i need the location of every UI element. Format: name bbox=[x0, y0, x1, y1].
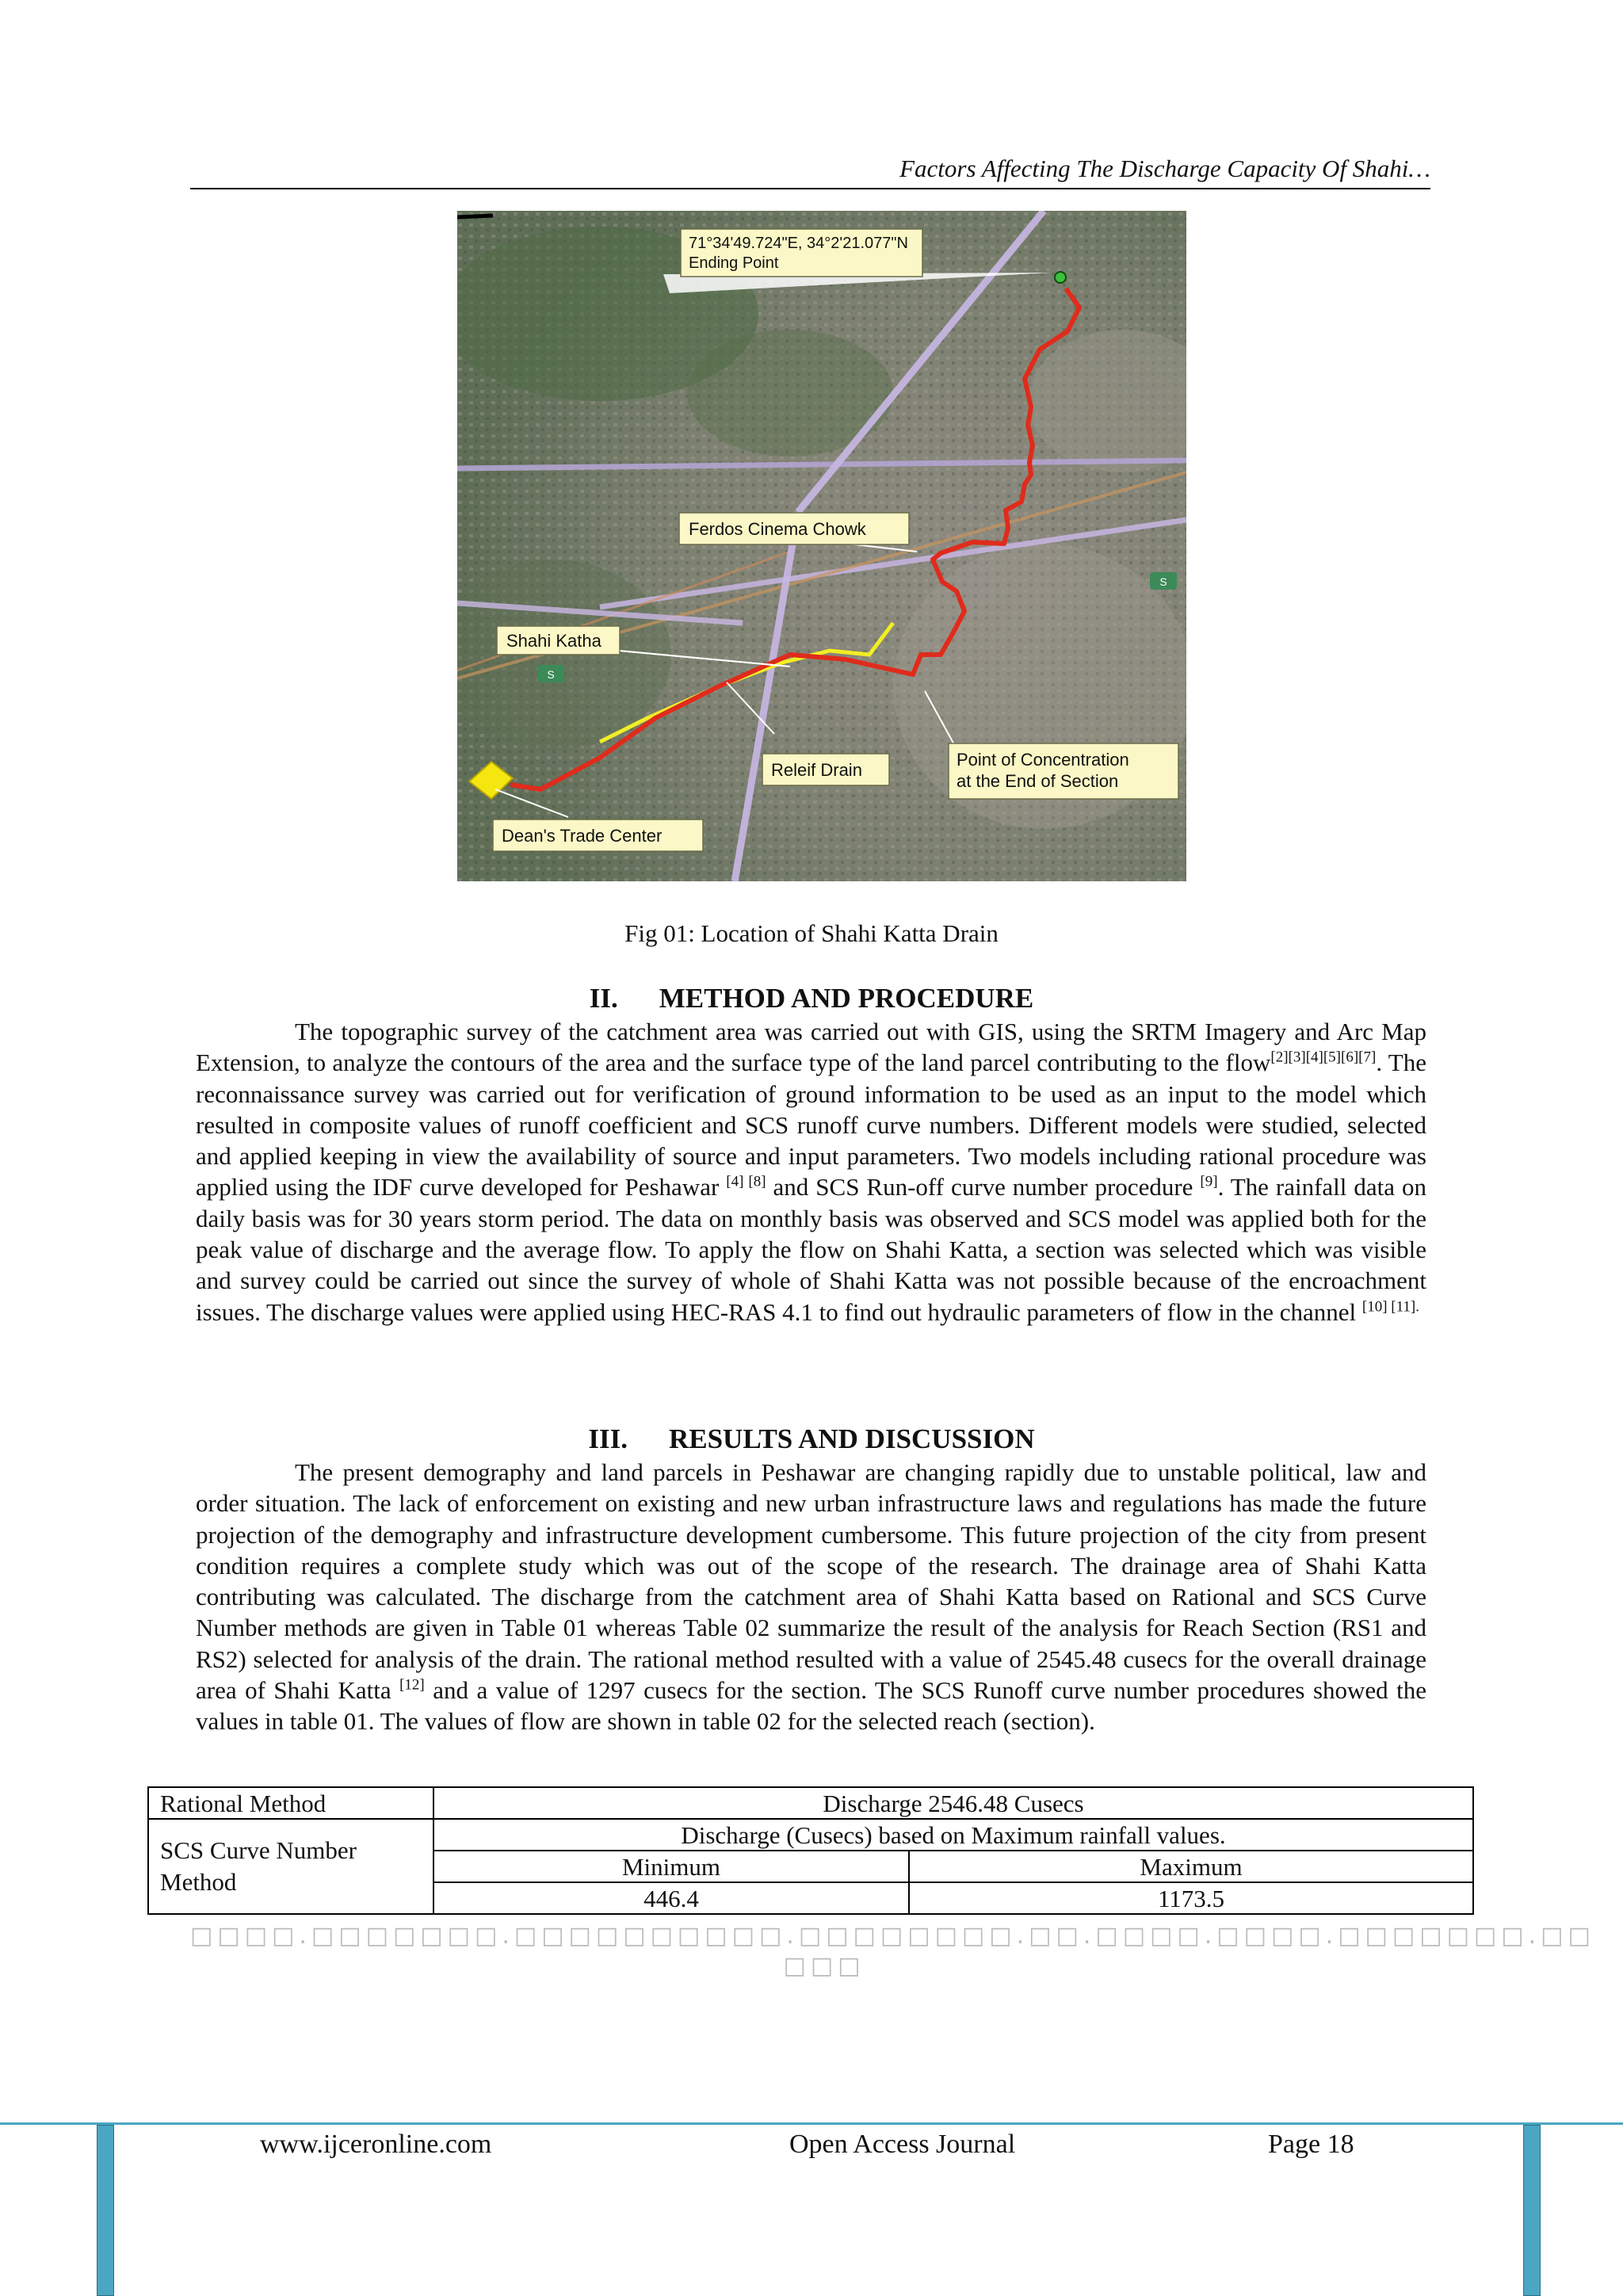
table-header-cell: Maximum bbox=[909, 1851, 1473, 1882]
footer-journal: Open Access Journal bbox=[789, 2130, 1016, 2159]
table-row bbox=[148, 1787, 1473, 1819]
text-run: The topographic survey of the catchment area was carried out with GIS, using the SRTM Imagery and Arc Map Extension, to analyze the contours of the area and the surface type of the land parcel contributing to the flow bbox=[196, 1018, 1426, 1077]
table-row bbox=[148, 1819, 1473, 1851]
road-shield-1 bbox=[537, 665, 564, 682]
section-number: II. bbox=[589, 983, 618, 1014]
citation: [12] bbox=[399, 1676, 425, 1694]
running-header bbox=[190, 153, 1430, 189]
results-paragraph bbox=[196, 1457, 1426, 1737]
section-heading-results bbox=[0, 1422, 1623, 1457]
figure-caption: Fig 01: Location of Shahi Katta Drain bbox=[624, 919, 999, 947]
svg-text:S: S bbox=[1159, 575, 1167, 588]
citation: [10] [11]. bbox=[1361, 1298, 1419, 1316]
footer-bar-right bbox=[1523, 2125, 1541, 2296]
section-heading-method bbox=[0, 981, 1623, 1016]
table-cell: SCS Curve Number Method bbox=[148, 1819, 433, 1914]
table-cell: Rational Method bbox=[148, 1787, 433, 1819]
discharge-table bbox=[147, 1786, 1474, 1915]
table-cell: Discharge (Cusecs) based on Maximum rainfall values. bbox=[433, 1819, 1473, 1851]
svg-text:Ending Point: Ending Point bbox=[689, 254, 779, 272]
table-cell: 1173.5 bbox=[909, 1882, 1473, 1914]
text-run: and SCS Run-off curve number procedure bbox=[766, 1173, 1201, 1201]
footer-rule bbox=[0, 2122, 1623, 2125]
garbled-text-line: □□□ bbox=[783, 1952, 865, 1980]
citation: [4] [8] bbox=[726, 1174, 766, 1191]
callout-ending-point bbox=[681, 229, 922, 277]
citation: [2][3][4][5][6][7] bbox=[1270, 1049, 1377, 1066]
text-run: . The reconnaissance survey was carried out for verification of ground information to be used as an input to the model which resulted in composite values of runoff coefficient and SCS runoff curve numbers. Different models were studied, selected and applied keeping in view the availability of source and input parameters. Two models including rational procedure was applied using the IDF curve developed for Peshawar bbox=[196, 1049, 1426, 1201]
svg-text:Shahi Katha: Shahi Katha bbox=[506, 631, 601, 651]
table-cell: Discharge 2546.48 Cusecs bbox=[433, 1787, 1473, 1819]
callout-ferdos-cinema-chowk bbox=[679, 513, 909, 544]
text-run: The present demography and land parcels in Peshawar are changing rapidly due to unstable political, law and order situation. The lack of enforcement on existing and new urban infrastructure laws and regulations has made the future projection of the demography and infrastructure development cumbersome. This future projection of the city from present condition requires a complete study which was out of the scope of the research. The drainage area of Shahi Katta contributing was calculated. The discharge from the catchment area of Shahi Katta based on Rational and SCS Curve Number methods are given in Table 01 whereas Table 02 summarize the result of the analysis for Reach Section (RS1 and RS2) selected for analysis of the drain. The rational method resulted with a value of 2545.48 cusecs for the overall drainage area of Shahi Katta bbox=[196, 1458, 1426, 1705]
svg-text:at the End of Section: at the End of Section bbox=[957, 771, 1119, 791]
callout-releif-drain bbox=[762, 754, 889, 785]
citation: [9] bbox=[1200, 1174, 1218, 1191]
location-map-figure bbox=[457, 211, 1186, 881]
section-number: III. bbox=[588, 1423, 628, 1454]
section-title: RESULTS AND DISCUSSION bbox=[668, 1423, 1035, 1454]
footer-website-link[interactable]: www.ijceronline.com bbox=[260, 2130, 492, 2159]
callout-shahi-katha bbox=[497, 626, 620, 655]
map-image bbox=[457, 211, 1186, 881]
running-title: Factors Affecting The Discharge Capacity Of Shahi… bbox=[899, 155, 1430, 182]
svg-text:Point of Concentration: Point of Concentration bbox=[957, 750, 1129, 770]
table-header-cell: Minimum bbox=[433, 1851, 909, 1882]
garbled-text-line: □□□□.□□□□□□□.□□□□□□□□□□.□□□□□□□□.□□.□□□□.□□□□.□□□□□□□.□□ bbox=[190, 1922, 1595, 1950]
ending-point-marker bbox=[1055, 272, 1066, 283]
svg-text:Dean's Trade Center: Dean's Trade Center bbox=[502, 826, 663, 846]
section-title: METHOD AND PROCEDURE bbox=[659, 983, 1034, 1014]
road-shield-2 bbox=[1150, 572, 1177, 590]
svg-text:S: S bbox=[547, 668, 555, 681]
text-run: . The rainfall data on daily basis was for 30 years storm period. The data on monthly basis was observed and SCS model was applied both for the peak value of discharge and the average flow. To apply the flow on Shahi Katta, a section was selected which was visible and survey could be carried out since the survey of whole of Shahi Katta was not possible because of the encroachment issues. The discharge values were applied using HEC-RAS 4.1 to find out hydraulic parameters of flow in the channel bbox=[196, 1173, 1427, 1326]
footer-page-number: Page 18 bbox=[1268, 2130, 1354, 2159]
callout-deans-trade-center bbox=[493, 819, 703, 851]
callout-point-of-concentration bbox=[949, 743, 1178, 799]
text-run: and a value of 1297 cusecs for the section. The SCS Runoff curve number procedures showed the values in table 01. The values of flow are shown in table 02 for the selected reach (section). bbox=[196, 1676, 1427, 1736]
method-paragraph bbox=[196, 1016, 1426, 1328]
table-cell: 446.4 bbox=[433, 1882, 909, 1914]
svg-text:Releif Drain: Releif Drain bbox=[771, 760, 862, 780]
svg-text:71°34'49.724"E, 34°2'21.077"N: 71°34'49.724"E, 34°2'21.077"N bbox=[689, 235, 908, 252]
footer-bar-left bbox=[97, 2125, 114, 2296]
svg-text:Ferdos Cinema Chowk: Ferdos Cinema Chowk bbox=[689, 519, 866, 539]
